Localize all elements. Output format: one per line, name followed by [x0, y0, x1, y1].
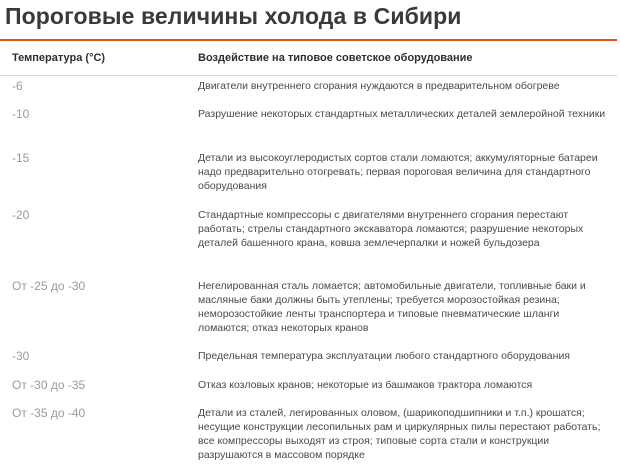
table-row	[0, 208, 617, 250]
table-row	[0, 79, 617, 93]
table-row	[0, 279, 617, 335]
row-effect: Отказ козловых кранов; некоторые из башмаков трактора ломаются	[198, 379, 533, 391]
table-row	[0, 349, 617, 363]
row-temperature: От -30 до -35	[12, 378, 86, 392]
table-row	[0, 107, 617, 121]
row-effect: Детали из сталей, легированных оловом, (шарикоподшипники и т.п.) крошатся; несущие конструкции лесопильных рам и циркулярных пилы перестают работать; все компрессоры выходят из строя; типовые сорта стали и конструкции разрушаются в массовом порядке	[198, 407, 601, 461]
row-temperature: От -35 до -40	[12, 406, 86, 420]
row-effect: Стандартные компрессоры с двигателями внутреннего сгорания перестают работать; стрелы стандартного экскаватора ломаются; разрушение некоторых деталей башенного крана, ковша землечерпалки и ножей бульдозера	[198, 209, 584, 249]
table-row	[0, 151, 617, 193]
row-temperature: -30	[12, 349, 30, 363]
page-title: Пороговые величины холода в Сибири	[5, 3, 462, 29]
table-header	[0, 41, 617, 76]
table-row	[0, 406, 617, 462]
row-effect: Разрушение некоторых стандартных металлических деталей землеройной техники	[198, 108, 606, 120]
row-temperature: -10	[12, 107, 30, 121]
row-temperature: -6	[12, 79, 23, 93]
row-effect: Двигатели внутреннего сгорания нуждаются в предварительном обогреве	[198, 80, 560, 92]
header-effect: Воздействие на типовое советское оборудование	[198, 52, 473, 64]
row-effect: Предельная температура эксплуатации любого стандартного оборудования	[198, 350, 570, 362]
row-effect: Негелированная сталь ломается; автомобильные двигатели, топливные баки и масляные баки должны быть утеплены; требуется морозостойкая резина; неморозостойкие ленты транспортера и типовые пневматические шланги ломаются; отказ некоторых кранов	[198, 280, 586, 334]
cold-thresholds-table	[0, 41, 617, 76]
row-temperature: От -25 до -30	[12, 279, 86, 293]
table-row	[0, 378, 617, 392]
row-temperature: -15	[12, 151, 30, 165]
row-effect: Детали из высокоуглеродистых сортов стали ломаются; аккумуляторные батареи надо предварительно отогревать; первая пороговая величина для стандартного оборудования	[198, 152, 598, 192]
header-temperature: Температура (°С)	[12, 52, 106, 64]
row-temperature: -20	[12, 208, 30, 222]
